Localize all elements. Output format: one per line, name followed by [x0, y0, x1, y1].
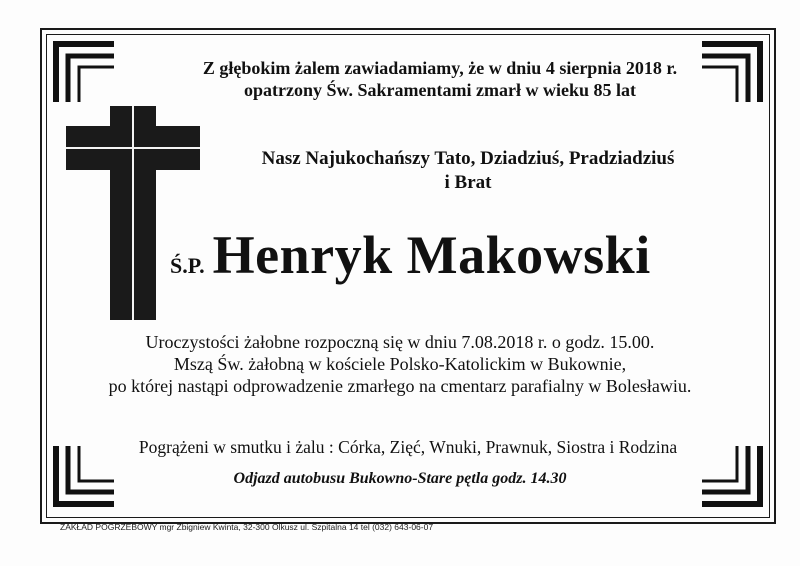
deceased-prefix: Ś.P.	[170, 253, 205, 278]
announcement-line-1: Z głębokim żalem zawiadamiamy, że w dniu 4 sierpnia 2018 r.	[202, 58, 678, 78]
mourners-line: Pogrążeni w smutku i żalu : Córka, Zięć, Wnuki, Prawnuk, Siostra i Rodzina	[138, 437, 678, 457]
deceased-name-row	[170, 224, 770, 286]
ceremony-line-1: Uroczystości żałobne rozpoczną się w dniu 7.08.2018 r. o godz. 15.00.	[145, 332, 655, 352]
cross-icon	[66, 106, 200, 320]
ceremony-line-3: po której nastąpi odprowadzenie zmarłego na cmentarz parafialny w Bolesławiu.	[108, 376, 692, 396]
ceremony-line-2: Mszą Św. żałobną w kościele Polsko-Katolickim w Bukownie,	[173, 354, 627, 374]
bus-info: Odjazd autobusu Bukowno-Stare pętla godz. 14.30	[233, 470, 567, 487]
relation-line-2: i Brat	[444, 172, 492, 193]
deceased-name: Henryk Makowski	[212, 225, 651, 285]
funeral-home-footer: ZAKŁAD POGRZEBOWY mgr Zbigniew Kwinta, 32-300 Olkusz ul. Szpitalna 14 tel (032) 643-06-07	[60, 522, 434, 532]
relation-line-1: Nasz Najukochańszy Tato, Dziadziuś, Pradziadziuś	[261, 148, 675, 169]
announcement-line-2: opatrzony Św. Sakramentami zmarł w wieku 85 lat	[244, 80, 636, 100]
